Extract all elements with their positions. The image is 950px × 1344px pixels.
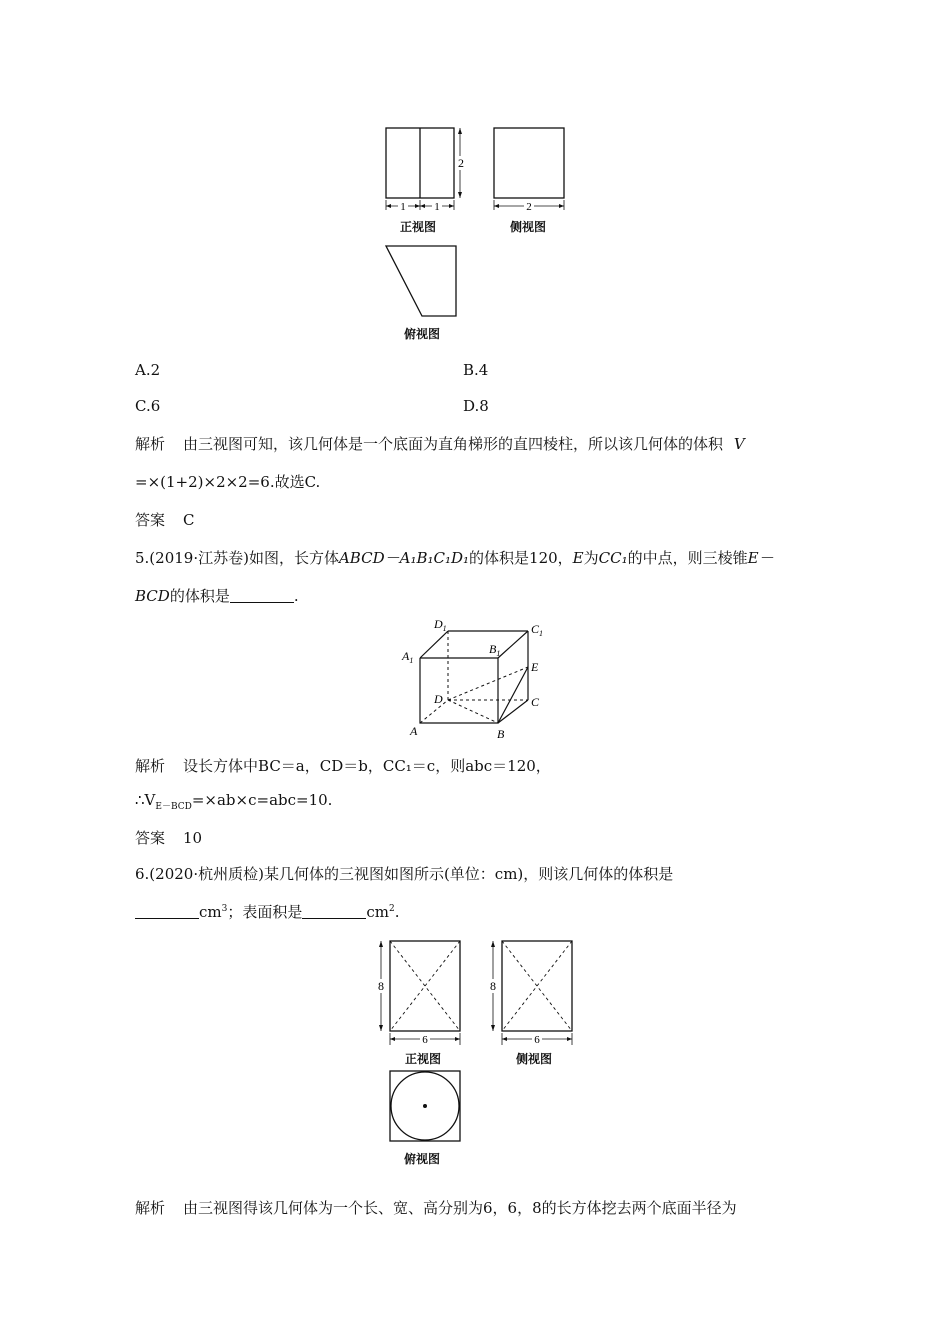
- q6-side-caption: 侧视图: [516, 1052, 553, 1066]
- q6-dim-side-width: 6: [534, 1034, 540, 1046]
- q6-stem-line2: $cm^3$；表面积是 $cm^2$.: [135, 902, 400, 922]
- vertex-d: D: [434, 692, 443, 706]
- q6-top-view-center: [423, 1104, 427, 1108]
- vertex-b: B: [497, 727, 505, 741]
- top-view-trapezoid: [386, 246, 456, 316]
- q5-analysis-line1: 解析 设长方体中BC＝a，CD＝b，CC₁＝c，则abc＝120，: [135, 757, 551, 775]
- vertex-b1: $B_1$: [489, 642, 501, 658]
- vertex-a: A: [410, 724, 418, 738]
- q4-answer: 答案 C: [135, 511, 195, 529]
- vertex-d1: $D_1$: [434, 617, 447, 633]
- choice-b: B.4: [463, 361, 489, 379]
- q6-volume-blank: [135, 904, 199, 919]
- choice-d: D.8: [463, 397, 489, 415]
- top-view-caption: 俯视图: [404, 327, 441, 341]
- q4-analysis-line1: 解析 由三视图可知，该几何体是一个底面为直角梯形的直四棱柱，所以该几何体的体积 V: [135, 435, 745, 453]
- figure-three-views-q6: [368, 935, 588, 1150]
- choice-c: C.6: [135, 397, 161, 415]
- dim-left-label: 1: [400, 201, 406, 213]
- q6-dim-front-width: 6: [422, 1034, 428, 1046]
- q6-area-blank: [302, 904, 366, 919]
- dim-right-label: 1: [434, 201, 440, 213]
- side-view-rect: [494, 128, 564, 198]
- dim-side-label: 2: [526, 201, 532, 213]
- dim-height-label: 2: [458, 156, 464, 170]
- choice-a: A.2: [135, 361, 161, 379]
- figure-three-views-q4: [370, 120, 580, 350]
- side-view-caption: 侧视图: [510, 220, 547, 234]
- q5-analysis-line2: $\therefore V_{E-BCD}=\times ab\times c=abc=10$.: [135, 791, 333, 812]
- q6-front-caption: 正视图: [405, 1052, 442, 1066]
- q6-stem-line1: 6.(2020·杭州质检)某几何体的三视图如图所示(单位：cm)，则该几何体的体积是: [135, 865, 674, 883]
- q4-analysis-line2: =×(1+2)×2×2=6.故选C.: [135, 473, 321, 491]
- figure-cuboid-q5: [400, 615, 560, 745]
- q5-answer: 答案 10: [135, 829, 203, 847]
- q5-stem-line2: BCD的体积是 .: [135, 587, 299, 605]
- q6-dim-front-height: 8: [378, 979, 384, 993]
- q6-top-caption: 俯视图: [404, 1152, 441, 1166]
- q5-stem-line1: 5.(2019·江苏卷)如图，长方体ABCD－A₁B₁C₁D₁的体积是120，E为CC₁的中点，则三棱锥E－: [135, 549, 774, 567]
- q5-answer-blank: [230, 588, 294, 603]
- vertex-c: C: [531, 695, 540, 709]
- vertex-a1: $A_1$: [402, 649, 414, 665]
- vertex-c1: $C_1$: [531, 622, 544, 638]
- q6-dim-side-height: 8: [490, 979, 496, 993]
- q6-analysis-line1: 解析 由三视图得该几何体为一个长、宽、高分别为6，6，8的长方体挖去两个底面半径为: [135, 1199, 737, 1217]
- front-view-caption: 正视图: [400, 220, 437, 234]
- vertex-e: E: [531, 660, 539, 674]
